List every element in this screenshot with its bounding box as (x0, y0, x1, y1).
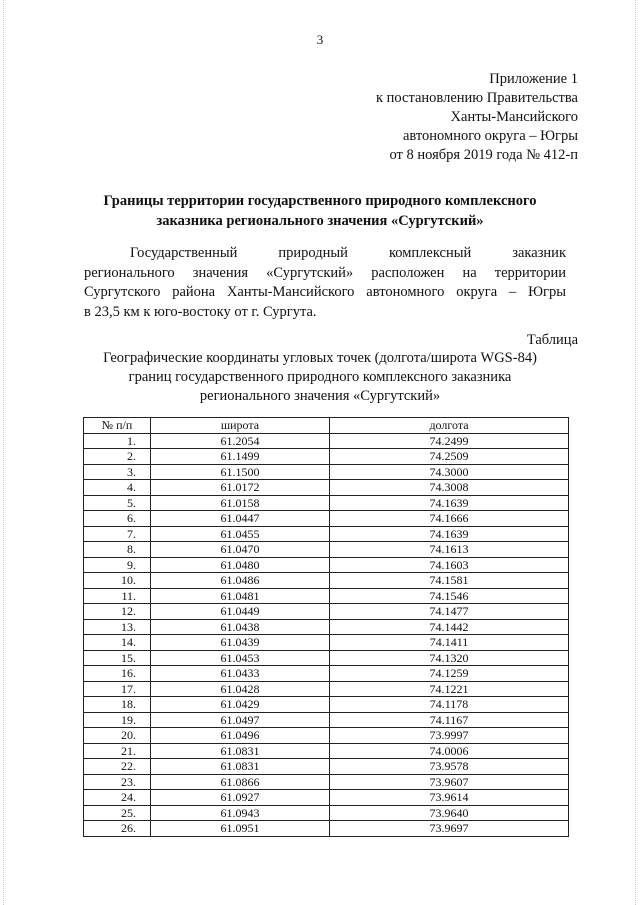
coordinates-table (83, 417, 569, 837)
caption-line: регионального значения «Сургутский» (199, 388, 441, 404)
cell-number: 5. (84, 495, 151, 511)
table-row (84, 464, 569, 480)
table-row (84, 697, 569, 713)
cell-latitude: 61.0927 (151, 790, 330, 806)
cell-number: 14. (84, 635, 151, 651)
cell-longitude: 74.2499 (330, 433, 569, 449)
cell-latitude: 61.0480 (151, 557, 330, 573)
cell-longitude: 74.1167 (330, 712, 569, 728)
cell-longitude: 74.0006 (330, 743, 569, 759)
cell-latitude: 61.0439 (151, 635, 330, 651)
appendix-line: к постановлению Правительства (376, 90, 578, 106)
cell-latitude: 61.0951 (151, 821, 330, 837)
cell-latitude: 61.0158 (151, 495, 330, 511)
table-header-row (84, 418, 569, 434)
cell-number: 6. (84, 511, 151, 527)
caption-line: границ государственного природного комплексного заказника (128, 369, 512, 385)
cell-latitude: 61.0943 (151, 805, 330, 821)
cell-number: 15. (84, 650, 151, 666)
table-row (84, 588, 569, 604)
cell-number: 4. (84, 480, 151, 496)
table-row (84, 821, 569, 837)
cell-latitude: 61.0481 (151, 588, 330, 604)
table-row (84, 805, 569, 821)
cell-longitude: 74.1320 (330, 650, 569, 666)
table-row (84, 557, 569, 573)
table-row (84, 635, 569, 651)
table-row (84, 774, 569, 790)
table-row (84, 712, 569, 728)
paragraph-line: Государственный природный комплексный заказник (130, 245, 566, 261)
cell-longitude: 74.1411 (330, 635, 569, 651)
cell-number: 1. (84, 433, 151, 449)
cell-number: 12. (84, 604, 151, 620)
cell-longitude: 74.1639 (330, 526, 569, 542)
cell-longitude: 74.3000 (330, 464, 569, 480)
cell-latitude: 61.0453 (151, 650, 330, 666)
cell-number: 8. (84, 542, 151, 558)
cell-number: 17. (84, 681, 151, 697)
cell-latitude: 61.0429 (151, 697, 330, 713)
cell-latitude: 61.0497 (151, 712, 330, 728)
header-latitude: широта (151, 418, 330, 434)
table-body (84, 433, 569, 836)
cell-longitude: 74.1442 (330, 619, 569, 635)
table-row (84, 480, 569, 496)
cell-longitude: 74.2509 (330, 449, 569, 465)
cell-longitude: 74.1546 (330, 588, 569, 604)
table-row (84, 604, 569, 620)
cell-latitude: 61.0486 (151, 573, 330, 589)
appendix-line: автономного округа – Югры (402, 128, 578, 144)
paragraph-line: Сургутского района Ханты-Мансийского автономного округа – Югры (84, 284, 566, 300)
cell-latitude: 61.0449 (151, 604, 330, 620)
table-label: Таблица (526, 332, 578, 348)
cell-latitude: 61.0496 (151, 728, 330, 744)
table-row (84, 449, 569, 465)
appendix-line: Ханты-Мансийского (450, 109, 578, 125)
cell-number: 18. (84, 697, 151, 713)
appendix-line: от 8 ноября 2019 года № 412-п (389, 147, 578, 163)
cell-latitude: 61.0831 (151, 743, 330, 759)
table-row (84, 728, 569, 744)
cell-latitude: 61.0470 (151, 542, 330, 558)
cell-latitude: 61.0831 (151, 759, 330, 775)
table-row (84, 573, 569, 589)
cell-number: 13. (84, 619, 151, 635)
cell-latitude: 61.1499 (151, 449, 330, 465)
cell-latitude: 61.1500 (151, 464, 330, 480)
cell-number: 7. (84, 526, 151, 542)
table-row (84, 743, 569, 759)
cell-number: 26. (84, 821, 151, 837)
document-title (60, 191, 580, 231)
title-line: заказника регионального значения «Сургутский» (156, 213, 484, 229)
table-row (84, 511, 569, 527)
table-row (84, 666, 569, 682)
cell-longitude: 74.1477 (330, 604, 569, 620)
appendix-line: Приложение 1 (489, 71, 578, 87)
table-row (84, 495, 569, 511)
cell-longitude: 74.1581 (330, 573, 569, 589)
paragraph-line: регионального значения «Сургутский» расположен на территории (84, 264, 566, 281)
table-row (84, 433, 569, 449)
cell-longitude: 74.1639 (330, 495, 569, 511)
cell-longitude: 73.9997 (330, 728, 569, 744)
paragraph-line: в 23,5 км к юго-востоку от г. Сургута. (84, 303, 317, 320)
cell-longitude: 73.9614 (330, 790, 569, 806)
cell-longitude: 73.9640 (330, 805, 569, 821)
cell-number: 3. (84, 464, 151, 480)
cell-number: 24. (84, 790, 151, 806)
table-row (84, 542, 569, 558)
appendix-block (376, 70, 578, 165)
table-caption (60, 349, 580, 406)
description-paragraph (84, 244, 566, 322)
cell-latitude: 61.0428 (151, 681, 330, 697)
cell-number: 11. (84, 588, 151, 604)
cell-longitude: 74.1613 (330, 542, 569, 558)
table-row (84, 650, 569, 666)
header-longitude: долгота (330, 418, 569, 434)
cell-longitude: 74.1259 (330, 666, 569, 682)
cell-longitude: 74.1603 (330, 557, 569, 573)
cell-number: 19. (84, 712, 151, 728)
cell-longitude: 74.1178 (330, 697, 569, 713)
scan-edge-right (635, 0, 637, 905)
cell-number: 21. (84, 743, 151, 759)
caption-line: Географические координаты угловых точек (долгота/широта WGS-84) (103, 350, 537, 366)
scan-edge-left (3, 0, 5, 905)
cell-latitude: 61.0447 (151, 511, 330, 527)
cell-longitude: 73.9578 (330, 759, 569, 775)
cell-longitude: 74.1221 (330, 681, 569, 697)
cell-number: 23. (84, 774, 151, 790)
title-line: Границы территории государственного природного комплексного (103, 193, 537, 209)
cell-latitude: 61.2054 (151, 433, 330, 449)
table-row (84, 790, 569, 806)
cell-latitude: 61.0455 (151, 526, 330, 542)
cell-number: 22. (84, 759, 151, 775)
cell-longitude: 73.9697 (330, 821, 569, 837)
cell-number: 10. (84, 573, 151, 589)
cell-number: 25. (84, 805, 151, 821)
cell-number: 20. (84, 728, 151, 744)
cell-number: 2. (84, 449, 151, 465)
cell-longitude: 74.3008 (330, 480, 569, 496)
table-row (84, 526, 569, 542)
page-number: 3 (316, 32, 324, 47)
header-number: № п/п (84, 418, 151, 434)
cell-latitude: 61.0433 (151, 666, 330, 682)
table-row (84, 619, 569, 635)
cell-latitude: 61.0438 (151, 619, 330, 635)
table-row (84, 681, 569, 697)
cell-longitude: 73.9607 (330, 774, 569, 790)
cell-latitude: 61.0866 (151, 774, 330, 790)
cell-longitude: 74.1666 (330, 511, 569, 527)
cell-latitude: 61.0172 (151, 480, 330, 496)
cell-number: 16. (84, 666, 151, 682)
table-row (84, 759, 569, 775)
cell-number: 9. (84, 557, 151, 573)
